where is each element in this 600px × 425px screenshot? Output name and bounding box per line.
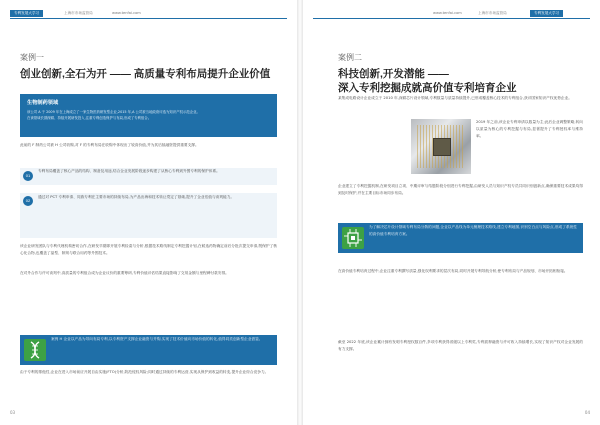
highlight-box-title: 生物制药领域	[27, 100, 59, 106]
page-title-line-1: 科技创新,开发潜能 ——	[338, 68, 449, 80]
header-url: www.tenfai.com	[433, 11, 462, 15]
highlight-box-text-1: 该公司 A 于 2009 年在上海成立了一家生物医药研发型企业,2015 年,A 公司被当地政府评选为知识产权示范企业。	[27, 110, 200, 114]
intro-paragraph: 某集成电路设计企业成立于 2010 年,深耕芯片设计领域,专利数量与质量持续提升,已形成覆盖核心技术的专利组合,获评国家知识产权优势企业。	[338, 96, 572, 100]
body-paragraph-1: 企业建立了专利挖掘机制,在研发项目立项、中期评审与结题阶段分别进行专利挖掘,由研发人员与知识产权专员共同识别创新点,确保重要技术成果均得到及时保护,并在主要目标市场同步布局。	[338, 184, 583, 196]
chip-photo	[411, 119, 471, 174]
page-number: 04	[584, 410, 590, 415]
case-label: 案例一	[20, 53, 44, 62]
callout-box	[338, 223, 583, 253]
point-2-badge: 02	[23, 196, 33, 206]
highlight-box	[20, 94, 277, 137]
highlight-box-text	[27, 109, 270, 121]
header-url: www.tenfai.com	[112, 11, 141, 15]
header-rule	[10, 18, 287, 19]
chip-caption: 2019 年之前,该企业专利申请以数量为主;此后企业调整策略,转向以质量为核心的专利挖掘与布局,显著提升了专利授权率与维持率。	[476, 120, 583, 139]
point-1-badge: 01	[23, 171, 33, 181]
callout-text: 为了解决芯片设计领域专利布局分散的问题,企业以产品线为单元梳理技术路线,建立专利地图,识别空白点与风险点,形成了系统性的高价值专利培育方案。	[369, 225, 577, 237]
point-1-text: 专利布局覆盖了核心产品的结构、制备及用途,结合企业发展阶段逐步构建了从核心专利到外围专利的保护体系。	[38, 169, 220, 173]
header-section-pill: 专利发展大学习	[530, 10, 563, 17]
intro-paragraph: 此前的 F 制药公司被 H 公司收购,对 F 的专利布局在收购中体现出了较高价值,并为其后续融资提供重要支撑。	[20, 143, 199, 147]
highlight-box-text-2: 在该领域长期深耕、持续开展研发投入,注重专利创造保护与布局,形成了专利组合。	[27, 116, 152, 121]
right-page	[303, 0, 600, 425]
page-title: 创业创新,全石为开 —— 高质量专利布局提升企业价值	[20, 68, 271, 80]
body-paragraph-3: 由于专利的排他性,企业在进入市场前应开展自由实施(FTO)分析,防范侵权风险;同时通过持续的专利运营,实现从保护到收益的转变,提升企业综合竞争力。	[20, 370, 269, 374]
circuit-chip-icon	[342, 227, 364, 249]
body-paragraph-3: 截至 2022 年底,该企业累计拥有发明专利授权数百件,多项专利获得省级以上专利奖,专利质押融资与许可收入持续增长,实现了知识产权对企业发展的有力支撑。	[338, 340, 583, 352]
header-publisher: 上海市市场监管局	[64, 11, 93, 15]
left-page	[0, 0, 297, 425]
point-2-text: 通过对 PCT 专利申请、同族专利在主要市场的持续布局,为产品出海和技术转让奠定了基础,提升了企业估值与谈判能力。	[38, 195, 235, 199]
dna-icon	[24, 339, 46, 361]
body-paragraph-2: 在对外合作与许可谈判中,高质量的专利组合成为企业议价的重要筹码,专利价值评估结果直接影响了交易金额与里程碑付款安排。	[20, 271, 229, 275]
page-title-line-2: 深入专利挖掘成就高价值专利培育企业	[338, 82, 517, 94]
body-paragraph-2: 在高价值专利培育过程中,企业注重专利撰写质量,强化权利要求的层次布局,同时开展专利导航分析,使专利布局与产品规划、市场开拓相衔接。	[338, 269, 568, 273]
callout-box	[20, 335, 277, 365]
case-label: 案例二	[338, 53, 362, 62]
header-section-pill: 专利发展大学习	[10, 10, 43, 17]
header-rule	[313, 18, 590, 19]
chip-core	[433, 138, 451, 156]
body-paragraph-1: 该企业研发团队与专利代理机构密切合作,在研发早期即开展专利检索与分析,根据技术路线制定专利挖掘计划,在候选药物确定前后分批次提交申请,既保护了核心化合物,也覆盖了晶型、制剂与联合用药等外围技术。	[20, 244, 277, 256]
page-number: 03	[10, 410, 16, 415]
header-publisher: 上海市市场监管局	[478, 11, 507, 15]
callout-text: 案例 H 企业以产品为导向布局专利,以专利资产支撑企业融资与并购,实现了技术价值向市场价值的转化,值得同类创新型企业借鉴。	[51, 337, 263, 341]
